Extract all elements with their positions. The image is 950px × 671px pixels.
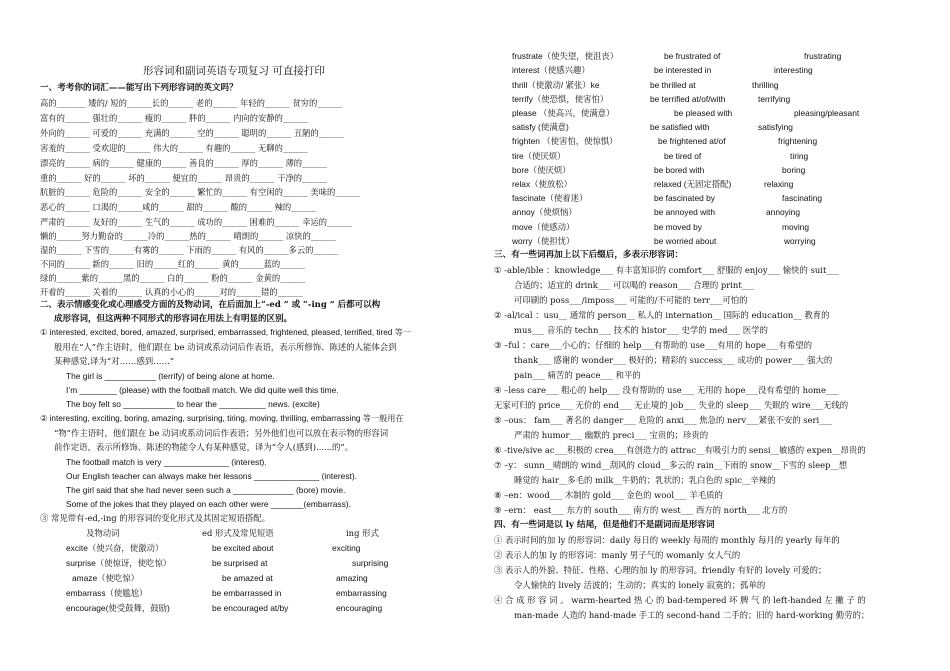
vocab-row: 高的_______ 矮的/ 短的______长的______ 老的______ 年轻的______ 贫穷的______ <box>40 98 343 108</box>
table-cell: be thrilled at <box>650 80 696 90</box>
table-cell: be amazed at <box>222 573 273 583</box>
example-sentence: The boy felt so ___________ to hear the __________ news. (excite) <box>66 399 320 409</box>
table-cell: thrilling <box>752 80 779 90</box>
table-cell: thrill（使激动/ 紧张）ke <box>512 80 600 90</box>
suffix-line: ① -able/ible ：knowledge___ 有丰富知识的 comfort___ 舒服的 enjoy___ 愉快的 suit___ <box>494 265 839 275</box>
vocab-row: 富有的______ 强壮的______ 瘦的______ 胖的______ 内向的安静的______ <box>40 113 308 123</box>
table-cell: relaxed (无固定搭配) <box>654 179 732 189</box>
page-title: 形容词和副词英语专项复习 可直接打印 <box>143 65 325 77</box>
table-header-cell: ing 形式 <box>346 528 379 538</box>
table-cell: be fascinated by <box>654 193 715 203</box>
suffix-line: ③ –ful ：care___小心的；仔细的 help___有帮助的 use___有用的 hope___有希望的 <box>494 340 812 350</box>
vocab-row: 恶心的______ 口渴的______咸的______ 甜的______ 酸的______ 辣的______ <box>40 202 317 212</box>
example-sentence: I’m ________ (please) with the football match. We did quite well this time. <box>66 385 339 395</box>
table-cell: interest（使感兴趣） <box>512 65 590 75</box>
suffix-line: 无家可归的 price___ 无价的 end___ 无止境的 job___ 失业的 sleep___ 失眠的 wire___无线的 <box>494 400 849 410</box>
table-header-cell: 及物动词 <box>86 528 120 538</box>
table-cell: surprising <box>352 558 389 568</box>
table-cell: tiring <box>790 151 809 161</box>
table-cell: move（使感动） <box>512 222 575 232</box>
table-cell: encourage(使受鼓舞，鼓励) <box>66 603 170 613</box>
table-cell: be frightened at/of <box>658 136 726 146</box>
table-cell: amazing <box>336 573 368 583</box>
suffix-line: mus___ 音乐的 techn___ 技术的 histor___ 史学的 med___ 医学的 <box>514 325 768 335</box>
table-cell: encouraging <box>336 603 383 613</box>
table-cell: be encouraged at/by <box>212 603 289 613</box>
ly-adjective-line: man-made 人造的 hand-made 手工的 second-hand 二手的；旧的 hard-working 勤劳的； <box>514 610 870 620</box>
vocab-row: 肮脏的______ 危险的______ 安全的______ 繁忙的______ 有空闲的______ 美味的______ <box>40 187 361 197</box>
vocab-row: 湿的______ 下雪的______有雾的______ 下雨的______ 有风的______多云的______ <box>40 245 339 255</box>
table-cell: fascinating <box>782 193 823 203</box>
ly-adjective-line: ① 表示时间的加 ly 的形容词：daily 每日的 weekly 每周的 monthly 每月的 yearly 每年的 <box>494 535 840 545</box>
table-cell: annoy（使烦恼） <box>512 207 577 217</box>
paragraph-line: ① interested, excited, bored, amazed, surprised, embarrassed, frightened, pleased, terrified, tired 等一 <box>40 328 411 337</box>
vocab-row: 开着的______ 关着的______ 认真的小心的______对的______错的______ <box>40 287 303 297</box>
suffix-line: 睡觉的 hair__多毛的 milk__牛奶的；乳状的；乳白色的 spic__辛辣的 <box>514 475 776 485</box>
table-cell: be frustrated of <box>664 51 721 61</box>
table-cell: terrifying <box>758 94 791 104</box>
example-sentence: The football match is very ______________ (interest). <box>66 457 267 467</box>
vocab-row: 严肃的______ 友好的______ 生气的______ 成功的______ 困难的______ 幸运的______ <box>40 217 352 227</box>
example-sentence: The girl said that she had never seen such a _____________ (bore) movie. <box>66 485 346 495</box>
section2-heading-line1: 二、表示情感变化或心理感受方面的及物动词，在后面加上“-ed ” 或 “-ing ” 后都可以构 <box>40 300 381 310</box>
section1-heading: 一、考考你的词汇——能写出下列形容词的英文吗？ <box>40 83 238 93</box>
table-cell: be terrified at/of/with <box>650 94 726 104</box>
table-cell: annoying <box>766 207 800 217</box>
paragraph-line: “物”作主语时，他们跟在 be 动词或系动词后作表语；另外他们也可以放在表示物的形容词 <box>54 428 389 438</box>
vocab-row: 重的______ 好的______ 坏的______ 便宜的______ 昂贵的______ 干净的______ <box>40 173 327 183</box>
suffix-line: pain___ 痛苦的 peace___ 和平的 <box>514 370 641 380</box>
suffix-line: ⑤ –ous： fam___ 著名的 danger___ 危险的 anxi___ 焦急的 nerv___紧张不安的 seri___ <box>494 415 832 425</box>
paragraph-line: 前作定语，表示所修饰、陈述的物能令人有某种感觉，译为“令人(感到)......的”。 <box>54 442 354 452</box>
table-cell: terrify（使恐惧，使害怕） <box>512 94 609 104</box>
ly-adjective-line: ② 表示人的加 ly 的形容词：manly 男子气的 womanly 女人气的 <box>494 550 741 560</box>
suffix-line: 可印刷的 poss___/imposs___ 可能的/不可能的 terr___可怕的 <box>514 295 748 305</box>
table-cell: be bored with <box>654 165 705 175</box>
table-header-cell: ed 形式及常见短语 <box>202 528 274 538</box>
table-cell: fascinate（使着迷） <box>512 193 588 203</box>
table-cell: be pleased with <box>674 108 733 118</box>
table-cell: moving <box>782 222 809 232</box>
vocab-row: 漂亮的______ 病的______ 健康的______ 善良的______ 厚的______ 薄的______ <box>40 158 327 168</box>
table-cell: embarrassing <box>336 588 387 598</box>
ly-adjective-line: ④ 合 成 形 容 词 。 warm-hearted 热 心 的 bad-tempered 坏 脾 气 的 left-handed 左 撇 子 的 <box>494 595 866 605</box>
table-cell: surprise（使惊讶，使吃惊） <box>66 558 172 568</box>
table-cell: tire（使厌烦） <box>512 151 566 161</box>
table-cell: relaxing <box>764 179 794 189</box>
table-cell: be moved by <box>654 222 702 232</box>
table-cell: frightening <box>778 136 818 146</box>
paragraph-line: ② interesting, exciting, boring, amazing, surprising, tiring, moving, thrilling, embarrassing 等一般用在 <box>40 414 404 423</box>
table-cell: be excited about <box>212 543 274 553</box>
suffix-line: ⑦ –y： sunn__晴朗的 wind__刮风的 cloud__多云的 rain__下雨的 snow__下雪的 sleep__想 <box>494 460 848 470</box>
table-cell: be interested in <box>654 65 712 75</box>
suffix-line: 合适的；适宜的 drink___ 可以喝的 reason___ 合理的 print___ <box>514 280 755 290</box>
example-sentence: Some of the jokes that they played on each other were _______(embarrass). <box>66 499 351 509</box>
example-sentence: The girl is ___________ (terrify) of being alone at home. <box>66 371 275 381</box>
vocab-row: 外向的______ 可爱的______ 充满的______ 空的______ 聪明的______ 丑陋的______ <box>40 128 344 138</box>
suffix-line: ② -al/ical ：usu__ 通常的 person__ 私人的 internation__ 国际的 education__ 教育的 <box>494 310 830 320</box>
table-cell: worrying <box>784 236 816 246</box>
table-cell: pleasing/pleasant <box>794 108 860 118</box>
ly-adjective-line: ③ 表示人的外貌、特征、性格、心理的加 ly 的形容词。friendly 有好的 lovely 可爱的； <box>494 565 827 575</box>
example-sentence: Our English teacher can always make her lessons ______________ (interest). <box>66 471 357 481</box>
table-cell: interesting <box>774 65 813 75</box>
paragraph-line: ③ 常见带有-ed,-ing 的形容词的变化形式及其固定短语搭配。 <box>40 513 271 523</box>
ly-adjective-line: 令人愉快的 lively 活波的；生动的；真实的 lonely 寂寞的；孤单的 <box>514 580 766 590</box>
section2-heading-line2: 成形容词，但这两种不同形式的形容词在用法上有明显的区别。 <box>54 314 293 324</box>
table-cell: be embarrassed in <box>212 588 282 598</box>
table-cell: be satisfied with <box>650 122 710 132</box>
table-cell: be surprised at <box>212 558 268 568</box>
table-cell: please （使高兴，使满意） <box>512 108 615 118</box>
table-cell: frighten （使害怕，使惊惧） <box>512 136 618 146</box>
table-cell: satisfy (使满意) <box>512 122 569 132</box>
table-cell: amaze（使吃惊） <box>72 573 140 583</box>
table-cell: bore（使厌烦） <box>512 165 571 175</box>
suffix-line: ⑨ –ern： east___ 东方的 south___ 南方的 west___ 西方的 north___ 北方的 <box>494 505 788 515</box>
vocab-row: 不同的______ 新的______ 旧的______红的______ 黄的______蓝的______ <box>40 259 306 269</box>
paragraph-line: 般用在“人”作主语时，他们跟在 be 动词或系动词后作表语，表示所修饰、陈述的人能体会到 <box>54 342 397 352</box>
table-cell: be annoyed with <box>654 207 715 217</box>
table-cell: frustrating <box>804 51 842 61</box>
suffix-line: ④ –less care___ 粗心的 help___ 没有帮助的 use___ 无用的 hope___没有希望的 home___ <box>494 385 839 395</box>
table-cell: excite（使兴奋，使激动） <box>66 543 164 553</box>
vocab-row: 害羞的______ 受欢迎的______ 伟大的______ 有趣的______ 无聊的______ <box>40 143 308 153</box>
vocab-row: 懒的______努力勤奋的______冷的______热的______ 晴朗的______ 凉快的______ <box>40 231 336 241</box>
vocab-row: 绿的______紫的______黑的______ 白的______ 粉的______ 金黄的______ <box>40 273 306 283</box>
table-cell: embarrass（使尴尬） <box>66 588 148 598</box>
section3-heading: 三、有一些词再加上以下后缀后，多表示形容词： <box>494 250 684 260</box>
table-cell: relax（使放松） <box>512 179 573 189</box>
table-cell: be tired of <box>664 151 702 161</box>
suffix-line: 严肃的 humor___ 幽默的 preci___ 宝贵的；珍贵的 <box>514 430 709 440</box>
table-cell: exciting <box>332 543 361 553</box>
table-cell: worry（使担忧） <box>512 236 575 246</box>
table-cell: be worried about <box>654 236 717 246</box>
table-cell: frustrate（使失望，使沮丧） <box>512 51 619 61</box>
suffix-line: ⑧ –en：wood___ 木制的 gold___ 金色的 wool___ 羊毛质的 <box>494 490 723 500</box>
paragraph-line: 某种感觉,译为“对……感到……” <box>54 356 175 366</box>
table-cell: satisfying <box>758 122 793 132</box>
section4-heading: 四、有一些词是以 ly 结尾，但是他们不是副词而是形容词 <box>494 520 715 530</box>
table-cell: boring <box>782 165 806 175</box>
suffix-line: thank___ 感谢的 wonder___ 极好的；精彩的 success___ 成功的 power___ 强大的 <box>514 355 833 365</box>
suffix-line: ⑥ -tive/sive ac___积极的 crea___有创造力的 attrac__有吸引力的 sensi__敏感的 expen__昂贵的 <box>494 445 866 455</box>
